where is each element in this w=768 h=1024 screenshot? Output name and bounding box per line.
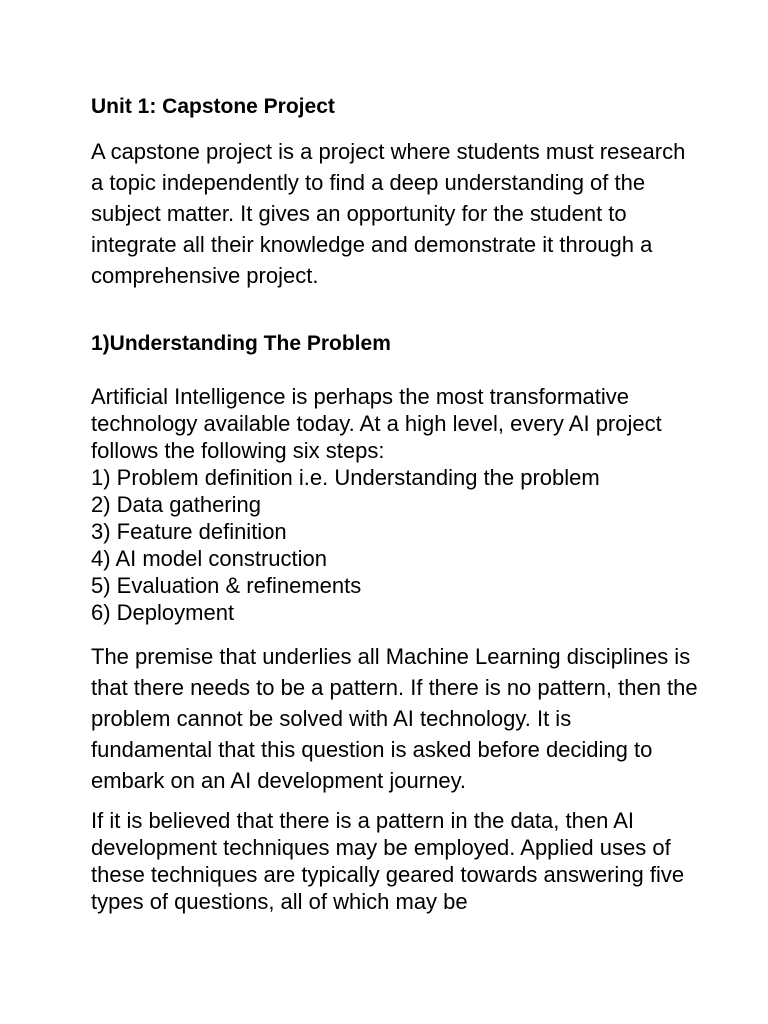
step-item: 3) Feature definition xyxy=(91,519,287,544)
step-item: 4) AI model construction xyxy=(91,546,328,571)
step-item: 2) Data gathering xyxy=(91,492,261,517)
pattern-paragraph: If it is believed that there is a pattern in the data, then AI development techniques may be employed. Applied uses of these techniques are typically geared towards answering five types of questions, all of which may be xyxy=(91,808,685,914)
intro-paragraph: A capstone project is a project where students must research a topic independently to find a deep understanding of the subject matter. It gives an opportunity for the student to integrate all their knowledge and demonstrate it through a comprehensive project. xyxy=(91,139,686,288)
step-item: 1) Problem definition i.e. Understanding the problem xyxy=(91,465,600,490)
step-item: 6) Deployment xyxy=(91,600,235,625)
ai-paragraph: Artificial Intelligence is perhaps the most transformative technology available today. At a high level, every AI project follows the following six steps: xyxy=(91,384,662,463)
steps-list xyxy=(91,464,600,626)
unit-title: Unit 1: Capstone Project xyxy=(91,95,335,118)
section-title: 1)Understanding The Problem xyxy=(91,332,391,355)
step-item: 5) Evaluation & refinements xyxy=(91,573,362,598)
premise-paragraph: The premise that underlies all Machine Learning disciplines is that there needs to be a pattern. If there is no pattern, then the problem cannot be solved with AI technology. It is fundamental that this question is asked before deciding to embark on an AI development journey. xyxy=(91,644,698,793)
